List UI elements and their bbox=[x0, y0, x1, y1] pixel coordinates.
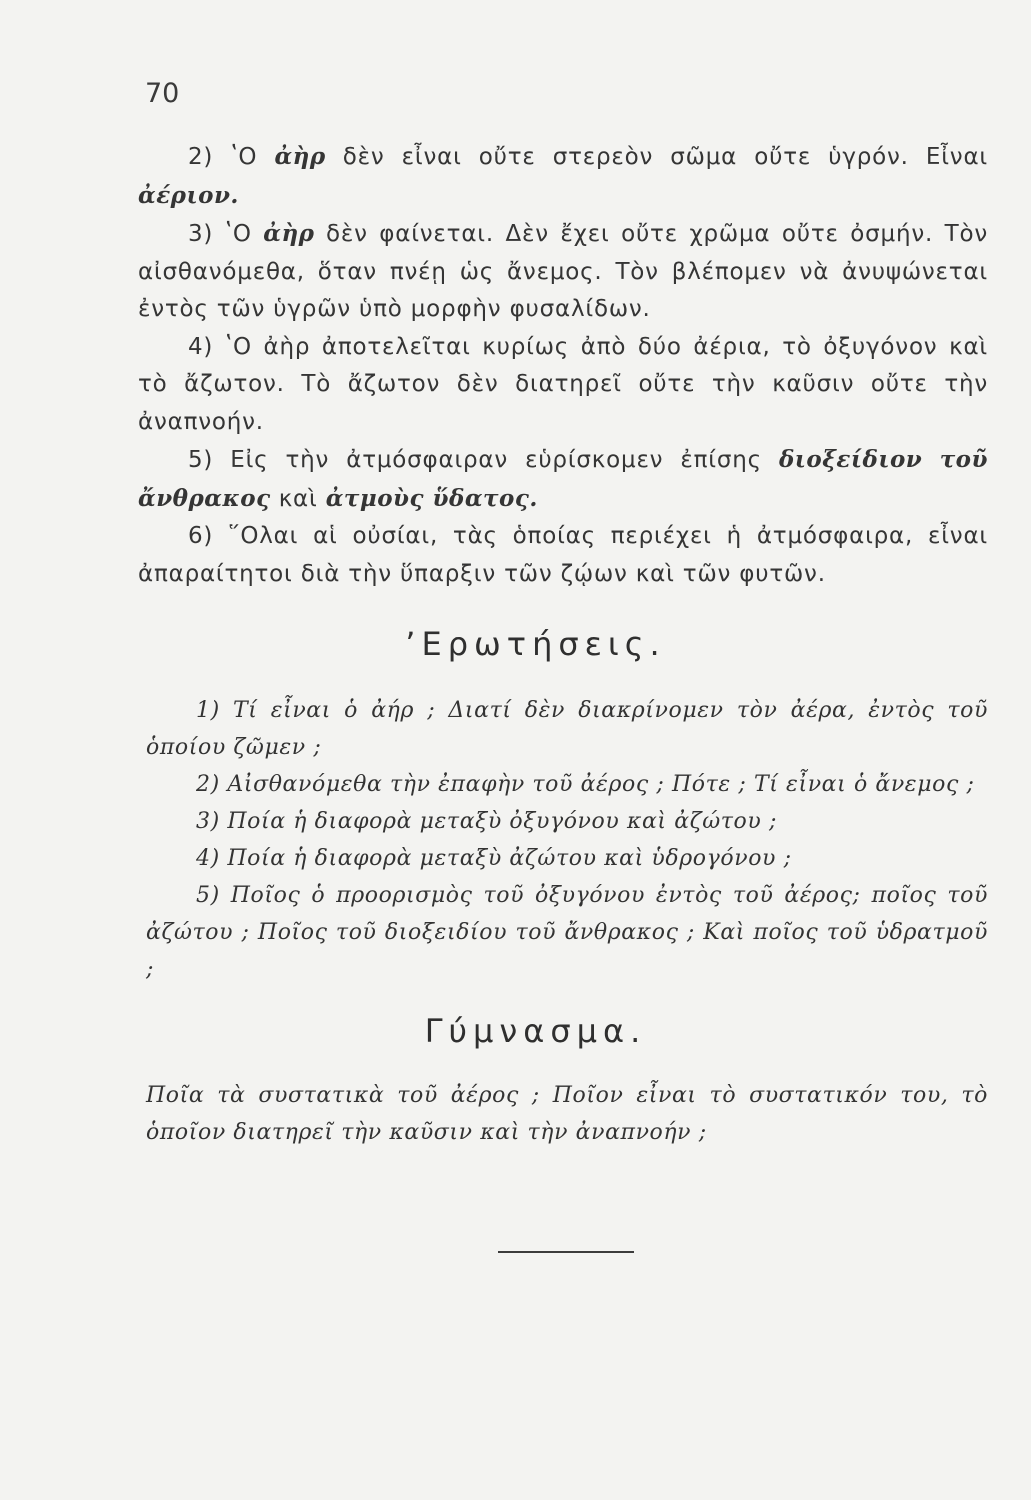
exercise-block bbox=[146, 1077, 988, 1151]
paragraph-3 bbox=[138, 215, 988, 329]
question-item-2: 2) Αἰσθανόμεθα τὴν ἐπαφὴν τοῦ ἀέρος ; Πότε ; Τί εἶναι ὁ ἄνεμος ; bbox=[196, 772, 975, 797]
question-item-1: 1) Τί εἶναι ὁ ἀήρ ; Διατί δὲν διακρίνομεν τὸν ἀέρα, ἐντὸς τοῦ ὁποίου ζῶμεν ; bbox=[146, 698, 988, 760]
paragraph-5-emph-vapor: ἀτμοὺς ὕδατος. bbox=[325, 484, 538, 512]
paragraph-2 bbox=[138, 138, 988, 215]
paragraph-5-mid: καὶ bbox=[270, 485, 326, 512]
paragraph-2-emph-air: ἀὴρ bbox=[274, 143, 326, 170]
paragraph-5-lead: 5) Εἰς τὴν ἀτμόσφαιραν εὑρίσκομεν ἐπίσης bbox=[188, 447, 779, 473]
questions-list bbox=[146, 692, 988, 988]
paragraph-3-emph-air: ἀὴρ bbox=[263, 220, 315, 247]
exercise-text: Ποῖα τὰ συστατικὰ τοῦ ἀέρος ; Ποῖον εἶναι τὸ συστατικόν του, τὸ ὁποῖον διατηρεῖ τὴν καῦσιν καὶ τὴν ἀναπνοήν ; bbox=[146, 1083, 988, 1145]
end-rule bbox=[498, 1251, 634, 1253]
paragraph-4: 4) ʽΟ ἀὴρ ἀποτελεῖται κυρίως ἀπὸ δύο ἀέρια, τὸ ὀξυγόνον καὶ τὸ ἄζωτον. Τὸ ἄζωτον δὲν διατηρεῖ οὔτε τὴν καῦσιν οὔτε τὴν ἀναπνοήν. bbox=[138, 333, 988, 435]
paragraph-3-lead: 3) ʽΟ bbox=[188, 221, 264, 247]
question-item-4: 4) Ποία ἡ διαφορὰ μεταξὺ ἀζώτου καὶ ὑδρογόνου ; bbox=[196, 846, 792, 871]
question-item-5: 5) Ποῖος ὁ προορισμὸς τοῦ ὀξυγόνου ἐντὸς τοῦ ἀέρος; ποῖος τοῦ ἀζώτου ; Ποῖος τοῦ διοξειδίου τοῦ ἄνθρακος ; Καὶ ποῖος τοῦ ὑδρατμοῦ ; bbox=[146, 883, 988, 982]
paragraph-5-emph-co2: διοξείδιον τοῦ ἄνθρακος bbox=[138, 446, 988, 512]
page-number: 70 bbox=[145, 78, 180, 109]
paragraph-2-rest: δὲν εἶναι οὔτε στερεὸν σῶμα οὔτε ὑγρόν. Εἶναι bbox=[325, 144, 988, 170]
question-item-3: 3) Ποία ἡ διαφορὰ μεταξὺ ὀξυγόνου καὶ ἀζώτου ; bbox=[196, 809, 777, 834]
paragraph-3-rest: δὲν φαίνεται. Δὲν ἔχει οὔτε χρῶμα οὔτε ὀσμήν. Τὸν αἰσθανόμεθα, ὅταν πνέῃ ὡς ἄνεμος. Τὸν βλέπομεν νὰ ἀνυψώνεται ἐντὸς τῶν ὑγρῶν ὑπὸ μορφὴν φυσαλίδων. bbox=[138, 221, 988, 322]
paragraph-2-emph-gas: ἀέριον. bbox=[138, 181, 239, 209]
paragraph-2-lead: 2) ʽΟ bbox=[188, 144, 275, 170]
body-text bbox=[138, 138, 988, 593]
questions-heading: ʼΕρωτήσεις. bbox=[405, 625, 666, 663]
exercise-heading: Γύμνασμα. bbox=[424, 1012, 647, 1050]
paragraph-5 bbox=[138, 441, 988, 518]
paragraph-6: 6) ῞Ολαι αἱ οὐσίαι, τὰς ὁποίας περιέχει ἡ ἀτμόσφαιρα, εἶναι ἀπαραίτητοι διὰ τὴν ὕπαρξιν τῶν ζῴων καὶ τῶν φυτῶν. bbox=[138, 523, 988, 587]
